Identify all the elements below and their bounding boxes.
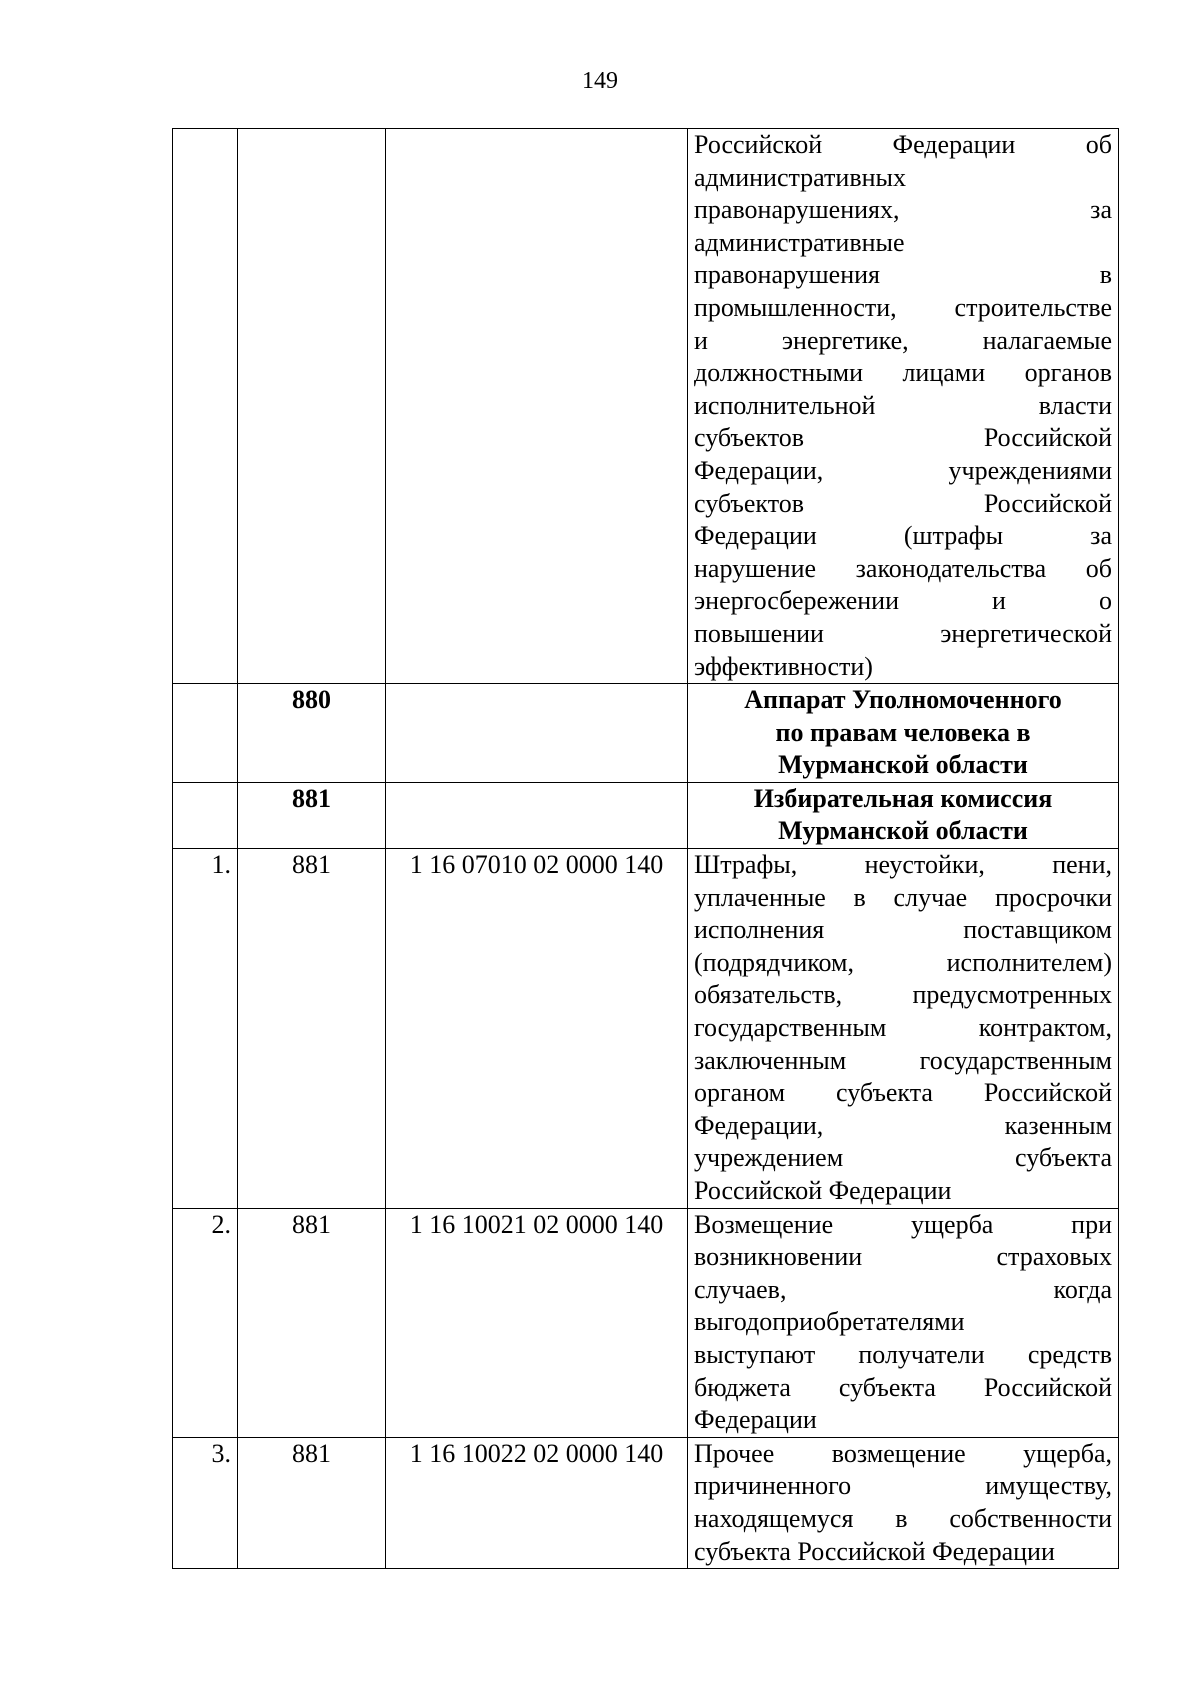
text-line: возникновении страховых bbox=[694, 1242, 1112, 1272]
text-line: Федерации (штрафы за bbox=[694, 521, 1112, 551]
text-line: субъектов Российской bbox=[694, 423, 1112, 453]
text-line: по правам человека в bbox=[775, 717, 1031, 747]
revenue-name-cell bbox=[688, 1208, 1119, 1437]
text-line: причиненного имуществу, bbox=[694, 1471, 1112, 1501]
text-line: субъекта Российской Федерации bbox=[694, 1536, 1055, 1566]
table-row bbox=[173, 129, 1119, 684]
admin-code-cell: 881 bbox=[238, 849, 386, 1209]
text-line: Штрафы, неустойки, пени, bbox=[694, 850, 1112, 880]
text-line: эффективности) bbox=[694, 651, 873, 681]
text-line: Прочее возмещение ущерба, bbox=[694, 1438, 1112, 1468]
text-line: Аппарат Уполномоченного bbox=[744, 685, 1062, 715]
row-number-cell: 2. bbox=[173, 1208, 238, 1437]
revenue-name-cell bbox=[688, 849, 1119, 1209]
table-section-header-row bbox=[173, 782, 1119, 848]
text-line: и энергетике, налагаемые bbox=[694, 325, 1112, 355]
text-line: Избирательная комиссия bbox=[753, 783, 1053, 813]
revenue-name-cell bbox=[688, 129, 1119, 684]
text-line: уплаченные в случае просрочки bbox=[694, 882, 1112, 912]
text-line: административные bbox=[694, 227, 905, 257]
row-number-cell bbox=[173, 129, 238, 684]
row-number-cell: 1. bbox=[173, 849, 238, 1209]
text-line: выступают получатели средств bbox=[694, 1339, 1112, 1369]
admin-code-cell bbox=[238, 129, 386, 684]
text-line: заключенным государственным bbox=[694, 1045, 1112, 1075]
text-line: энергосбережении и о bbox=[694, 586, 1112, 616]
revenue-code-cell bbox=[386, 684, 688, 783]
table-row bbox=[173, 1208, 1119, 1437]
text-line: находящемуся в собственности bbox=[694, 1503, 1112, 1533]
text-line: обязательств, предусмотренных bbox=[694, 980, 1112, 1010]
text-line: Мурманской области bbox=[778, 750, 1028, 780]
revenue-table bbox=[172, 128, 1119, 1569]
text-line: Федерации, казенным bbox=[694, 1110, 1112, 1140]
text-line: бюджета субъекта Российской bbox=[694, 1372, 1112, 1402]
text-line: государственным контрактом, bbox=[694, 1013, 1112, 1043]
table-section-header-row bbox=[173, 684, 1119, 783]
revenue-name-cell bbox=[688, 1437, 1119, 1568]
admin-code-cell: 881 bbox=[238, 782, 386, 848]
text-line: Мурманской области bbox=[778, 816, 1028, 846]
revenue-code-cell bbox=[386, 129, 688, 684]
text-line: повышении энергетической bbox=[694, 618, 1112, 648]
row-number-cell bbox=[173, 782, 238, 848]
text-line: должностными лицами органов bbox=[694, 358, 1112, 388]
text-line: исполнения поставщиком bbox=[694, 915, 1112, 945]
row-number-cell: 3. bbox=[173, 1437, 238, 1568]
text-line: промышленности, строительстве bbox=[694, 292, 1112, 322]
revenue-code-cell bbox=[386, 782, 688, 848]
text-line: выгодоприобретателями bbox=[694, 1307, 965, 1337]
revenue-code-cell: 1 16 10021 02 0000 140 bbox=[386, 1208, 688, 1437]
text-line: Российской Федерации bbox=[694, 1176, 952, 1205]
admin-code-cell: 881 bbox=[238, 1208, 386, 1437]
text-line: правонарушениях, за bbox=[694, 195, 1112, 225]
table-row bbox=[173, 1437, 1119, 1568]
text-line: органом субъекта Российской bbox=[694, 1078, 1112, 1108]
section-title-cell bbox=[688, 684, 1119, 783]
revenue-code-cell: 1 16 07010 02 0000 140 bbox=[386, 849, 688, 1209]
text-line: нарушение законодательства об bbox=[694, 553, 1112, 583]
text-line: Российской Федерации об bbox=[694, 130, 1112, 159]
row-number-cell bbox=[173, 684, 238, 783]
text-line: административных bbox=[694, 162, 906, 192]
table-body bbox=[173, 129, 1119, 1569]
text-line: (подрядчиком, исполнителем) bbox=[694, 947, 1112, 977]
revenue-code-cell: 1 16 10022 02 0000 140 bbox=[386, 1437, 688, 1568]
text-line: Возмещение ущерба при bbox=[694, 1209, 1112, 1239]
text-line: Федерации, учреждениями bbox=[694, 455, 1112, 485]
section-title-cell bbox=[688, 782, 1119, 848]
admin-code-cell: 881 bbox=[238, 1437, 386, 1568]
table-row bbox=[173, 849, 1119, 1209]
page-number: 149 bbox=[582, 68, 618, 94]
text-line: учреждением субъекта bbox=[694, 1143, 1112, 1173]
text-line: субъектов Российской bbox=[694, 488, 1112, 518]
text-line: случаев, когда bbox=[694, 1274, 1112, 1304]
admin-code-cell: 880 bbox=[238, 684, 386, 783]
text-line: Федерации bbox=[694, 1405, 817, 1435]
text-line: правонарушения в bbox=[694, 260, 1112, 290]
text-line: исполнительной власти bbox=[694, 390, 1112, 420]
